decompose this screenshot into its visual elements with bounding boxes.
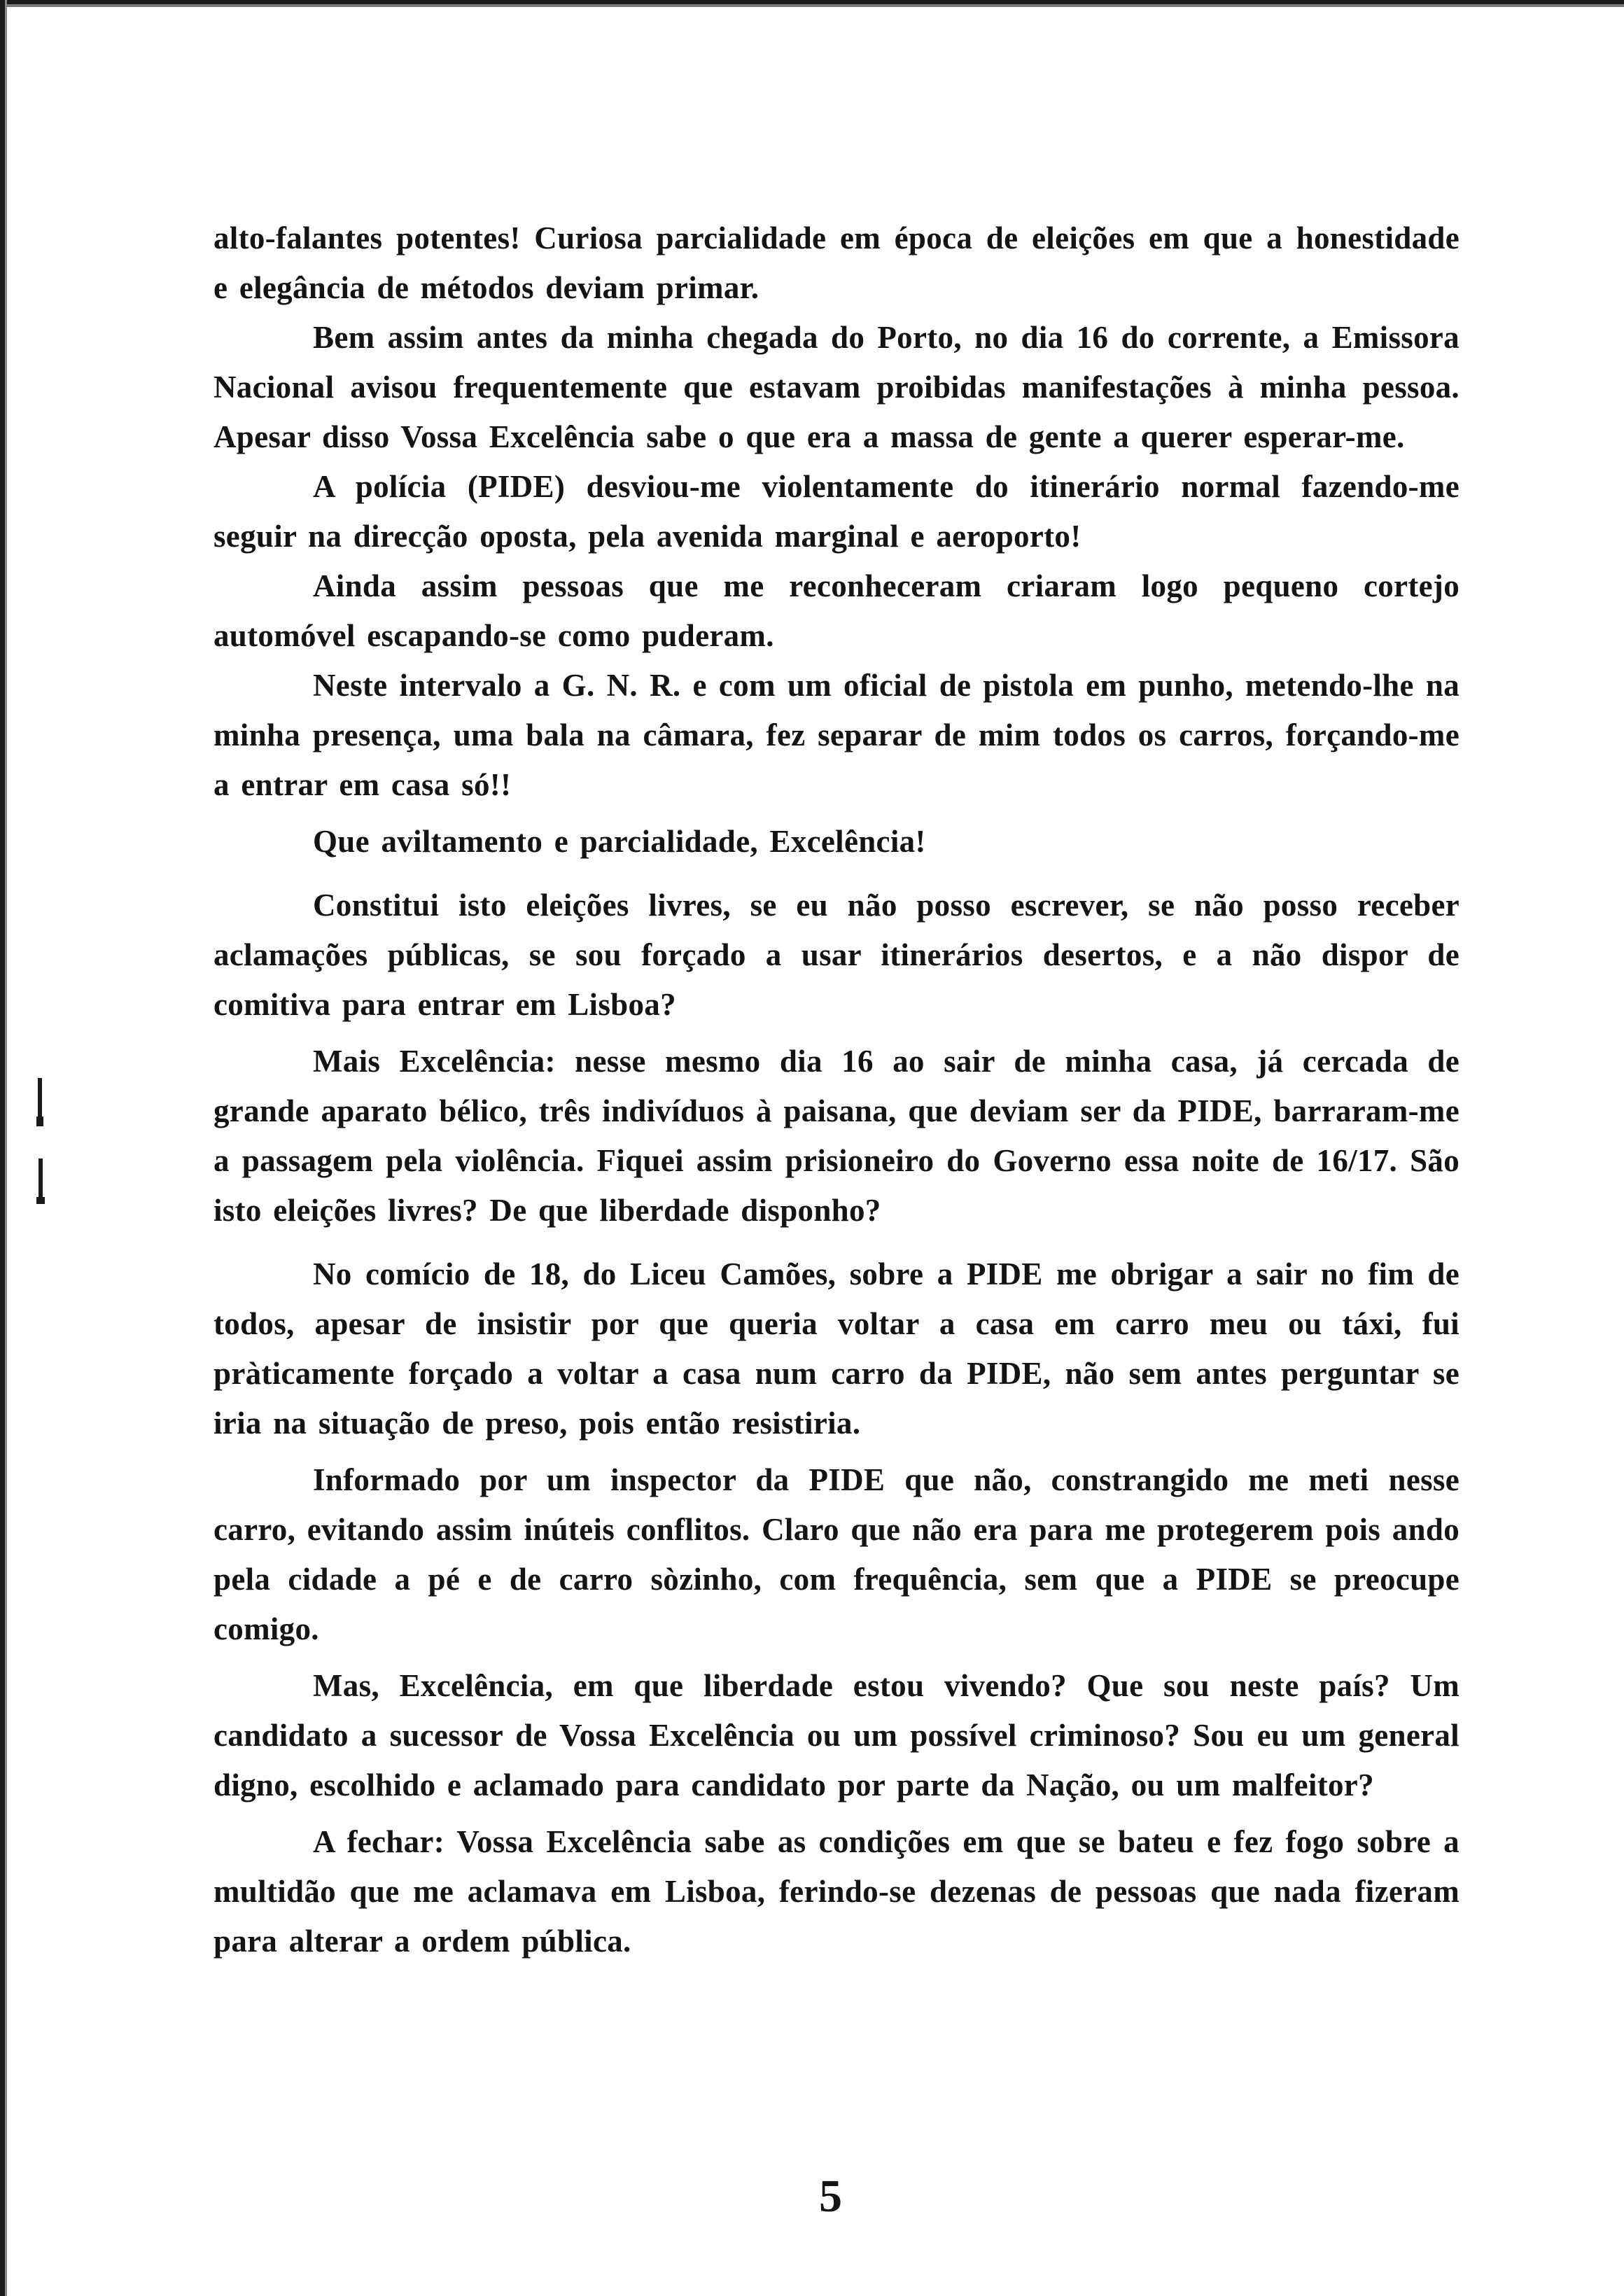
paragraph: Que aviltamento e parcialidade, Excelência! [313,824,926,859]
paragraph: Informado por um inspector da PIDE que não, constrangido me meti nesse carro, evitando assim inúteis conflitos. Claro que não era para me protegerem pois ando pela cidade a pé e de carro sòzinho, com frequência, sem que a PIDE se preocupe comigo. [214,1462,1460,1646]
letter-body [214,214,1460,1966]
paragraph: Bem assim antes da minha chegada do Porto, no dia 16 do corrente, a Emissora Nacional avisou frequentemente que estavam proibidas manifestações à minha pessoa. Apesar disso Vossa Excelência sabe o que era a massa de gente a querer esperar-me. [214,320,1460,454]
paragraph: Mais Excelência: nesse mesmo dia 16 ao sair de minha casa, já cercada de grande aparato bélico, três indivíduos à paisana, que deviam ser da PIDE, barraram-me a passagem pela violência. Fiquei assim prisioneiro do Governo essa noite de 16/17. São isto eleições livres? De que liberdade disponho? [214,1044,1460,1228]
paragraph: A fechar: Vossa Excelência sabe as condições em que se bateu e fez fogo sobre a multidão que me aclamava em Lisboa, ferindo-se dezenas de pessoas que nada fizeram para alterar a ordem pública. [214,1824,1460,1959]
paragraph: alto-falantes potentes! Curiosa parcialidade em época de eleições em que a honestidade e elegância de métodos deviam primar. [214,220,1460,305]
paragraph: Constitui isto eleições livres, se eu não posso escrever, se não posso receber aclamações públicas, se sou forçado a usar itinerários desertos, e a não dispor de comitiva para entrar em Lisboa? [214,888,1460,1022]
paragraph: Mas, Excelência, em que liberdade estou vivendo? Que sou neste país? Um candidato a sucessor de Vossa Excelência ou um possível criminoso? Sou eu um general digno, escolhido e aclamado para candidato por parte da Nação, ou um malfeitor? [214,1668,1460,1802]
page-left-edge [0,0,10,2296]
binding-mark [35,1078,46,1211]
paragraph: A polícia (PIDE) desviou-me violentamente do itinerário normal fazendo-me seguir na direcção oposta, pela avenida marginal e aeroporto! [214,469,1460,554]
paragraph: No comício de 18, do Liceu Camões, sobre a PIDE me obrigar a sair no fim de todos, apesar de insistir por que queria voltar a casa em carro meu ou táxi, fui pràticamente forçado a voltar a casa num carro da PIDE, não sem antes perguntar se iria na situação de preso, pois então resistiria. [214,1256,1460,1441]
page-number: 5 [819,2171,842,2222]
paragraph: Ainda assim pessoas que me reconheceram criaram logo pequeno cortejo automóvel escapando-se como puderam. [214,568,1460,653]
page-top-edge [0,0,1624,10]
paragraph: Neste intervalo a G. N. R. e com um oficial de pistola em punho, metendo-lhe na minha presença, uma bala na câmara, fez separar de mim todos os carros, forçando-me a entrar em casa só!! [214,668,1460,802]
